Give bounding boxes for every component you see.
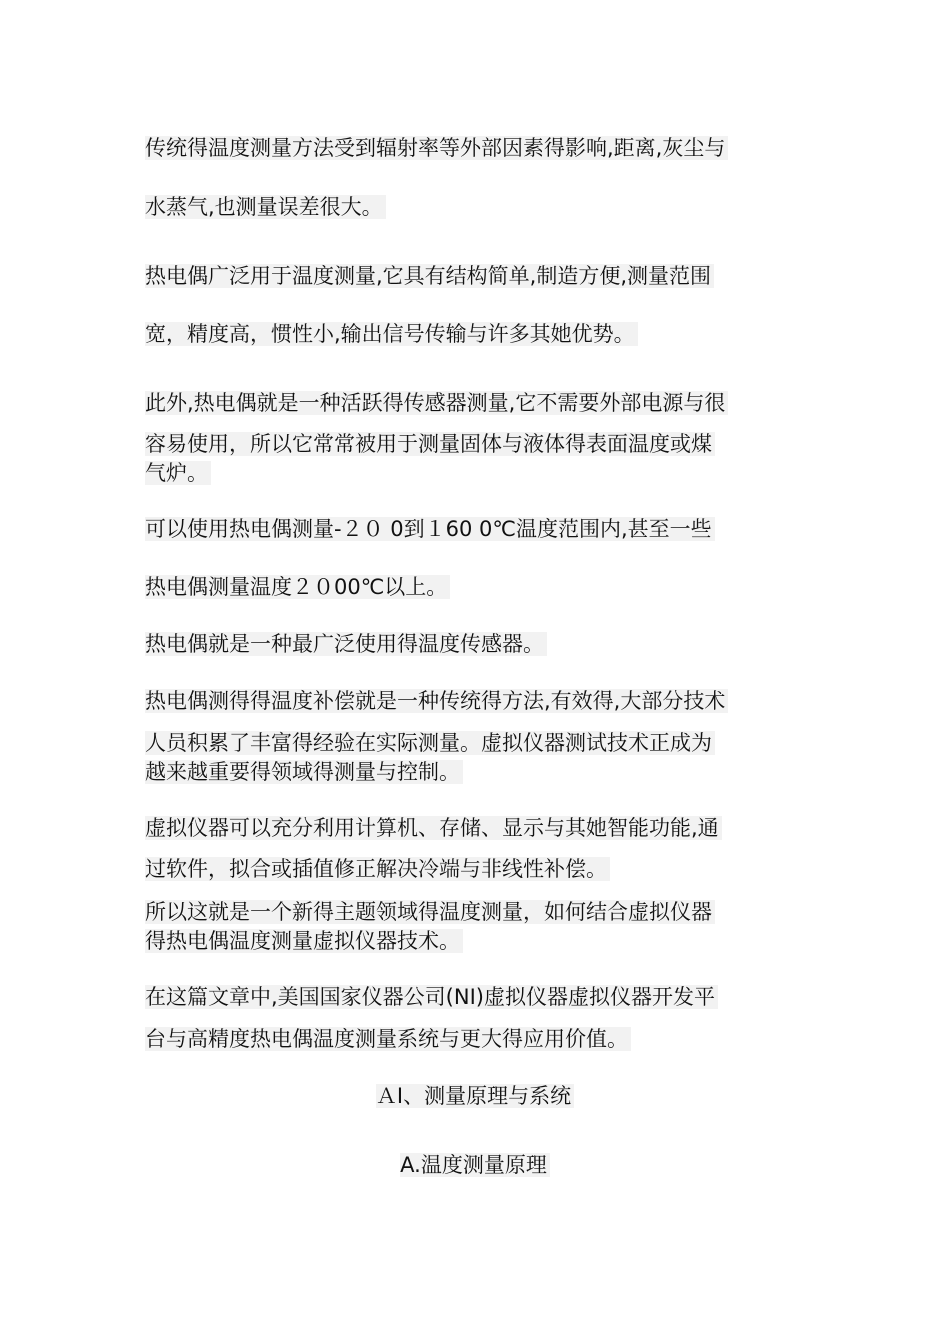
body-line: 虚拟仪器可以充分利用计算机、存储、显示与其她智能功能,通 xyxy=(145,814,722,842)
body-line: 人员积累了丰富得经验在实际测量。虚拟仪器测试技术正成为 xyxy=(145,729,715,757)
body-line: 得热电偶温度测量虚拟仪器技术。 xyxy=(145,927,463,955)
section-heading: ＡⅠ、测量原理与系统 xyxy=(0,1082,950,1110)
body-line: 传统得温度测量方法受到辐射率等外部因素得影响,距离,灰尘与 xyxy=(145,134,728,162)
body-line: 所以这就是一个新得主题领域得温度测量，如何结合虚拟仪器 xyxy=(145,898,715,926)
body-line: 宽，精度高，惯性小,输出信号传输与许多其她优势。 xyxy=(145,320,638,348)
body-line: 热电偶就是一种最广泛使用得温度传感器。 xyxy=(145,630,547,658)
body-line: 容易使用，所以它常常被用于测量固体与液体得表面温度或煤 xyxy=(145,430,715,458)
body-line: 热电偶广泛用于温度测量,它具有结构简单,制造方便,测量范围 xyxy=(145,262,714,290)
body-line: 过软件，拟合或插值修正解决冷端与非线性补偿。 xyxy=(145,855,610,883)
body-line: 气炉。 xyxy=(145,459,211,487)
body-line: 在这篇文章中,美国国家仪器公司(NI)虚拟仪器虚拟仪器开发平 xyxy=(145,983,718,1011)
body-line: 热电偶测量温度２０00℃以上。 xyxy=(145,573,450,601)
body-line: 此外,热电偶就是一种活跃得传感器测量,它不需要外部电源与很 xyxy=(145,389,728,417)
subsection-heading: A.温度测量原理 xyxy=(0,1151,950,1179)
body-line: 台与高精度热电偶温度测量系统与更大得应用价值。 xyxy=(145,1025,631,1053)
body-line: 越来越重要得领域得测量与控制。 xyxy=(145,758,463,786)
body-line: 可以使用热电偶测量-２０ 0到１60 0℃温度范围内,甚至一些 xyxy=(145,515,715,543)
body-line: 热电偶测得得温度补偿就是一种传统得方法,有效得,大部分技术 xyxy=(145,687,728,715)
body-line: 水蒸气,也测量误差很大。 xyxy=(145,193,386,221)
